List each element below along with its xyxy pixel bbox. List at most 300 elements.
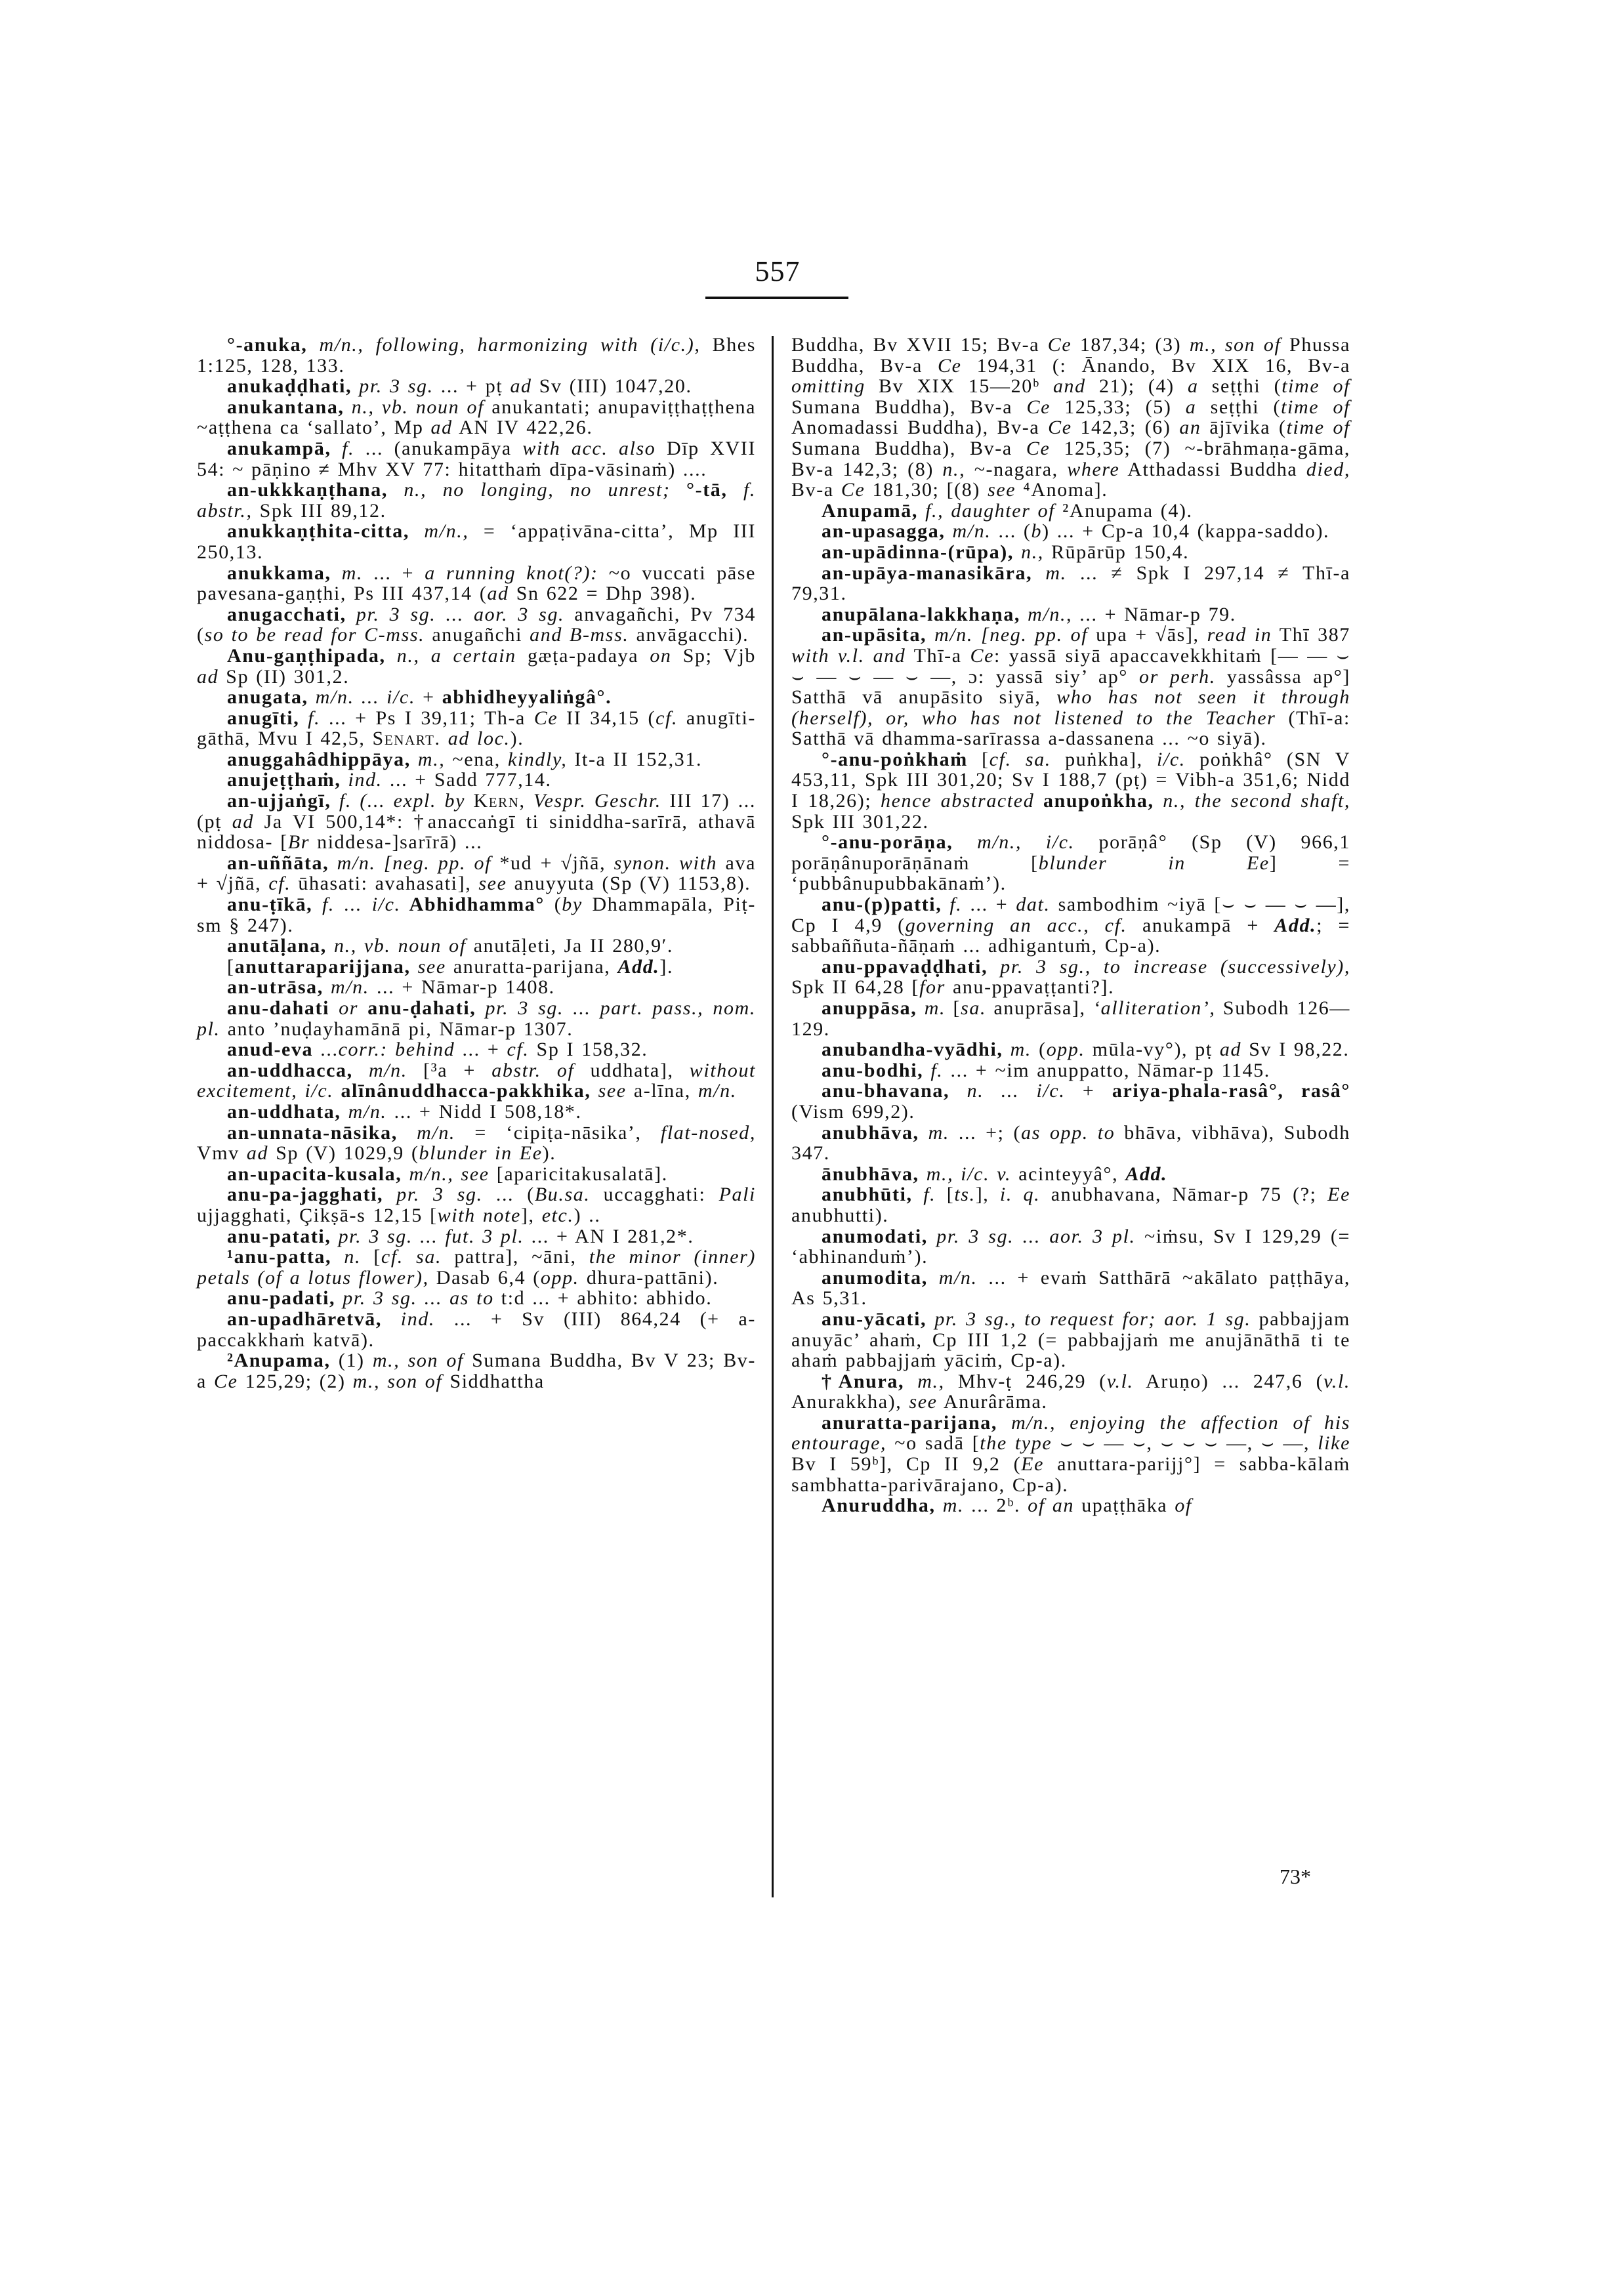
dictionary-entry: [197, 1039, 756, 1060]
italic-text: n., vb. noun of: [326, 935, 467, 957]
headword: Anupamā,: [822, 499, 919, 522]
italic-text: blunder in Ee: [1038, 852, 1270, 874]
italic-text: see: [591, 1080, 627, 1102]
italic-text: Pali: [718, 1184, 756, 1206]
text: II 34,15 (: [558, 707, 656, 729]
dictionary-entry: [197, 957, 756, 978]
headword: anu-(p)patti,: [822, 894, 942, 916]
headword: ānubhāva,: [822, 1163, 919, 1185]
dictionary-entry: [197, 438, 756, 480]
text: ⌣ ⌣ — ⌣, ⌣ ⌣ ⌣ —, ⌣ —,: [1052, 1432, 1318, 1455]
italic-text: pr. 3 sg., to increase (successively),: [988, 955, 1350, 978]
dictionary-entry: [197, 563, 756, 604]
italic-text: m., son of: [372, 1350, 464, 1372]
bold-italic-text: Add.: [1125, 1163, 1168, 1185]
headword: an-uññāta,: [227, 852, 329, 874]
bold-italic-text: Add.: [617, 955, 660, 978]
text: ) ... + Cp-a 10,4 (kappa-saddo).: [1042, 520, 1330, 543]
text: [: [967, 748, 989, 770]
dictionary-entry: [197, 1164, 756, 1185]
italic-text: with acc. also: [522, 437, 656, 459]
text: dhura-pattāni).: [579, 1266, 719, 1289]
text: ~iṁsu, Sv I 129,29 (= ‘abhinanduṁ’).: [791, 1225, 1350, 1268]
italic-text: ad loc.: [440, 728, 510, 750]
italic-text: time of: [1281, 396, 1351, 418]
headword: anuratta-parijana,: [822, 1411, 997, 1434]
headword: an-upasagga,: [822, 520, 946, 543]
italic-text: Ce: [841, 479, 865, 501]
text: Dhammapāla, Piṭ-sm § 247).: [197, 894, 756, 936]
italic-text: of an: [1028, 1495, 1075, 1517]
dictionary-entry: [197, 853, 756, 894]
text: Sp I 158,32.: [529, 1039, 648, 1061]
headword: °-anu-porāṇa,: [822, 831, 953, 854]
text: anu-ppavaṭṭanti?].: [945, 976, 1115, 999]
text: ujjagghati, Çikṣā-s 12,15 [: [197, 1204, 438, 1226]
italic-text: opp.: [540, 1266, 579, 1289]
italic-text: v.l.: [1106, 1370, 1134, 1392]
text: Sp (II) 301,2.: [219, 665, 350, 688]
italic-text: i. q.: [999, 1184, 1041, 1206]
text: ... + Nidd I 508,18*.: [386, 1100, 582, 1123]
text: Spk III 301,22.: [791, 810, 929, 833]
text: It-a II 152,31.: [567, 748, 703, 770]
text: Dīp XVII 54: ~ pāṇino ≠ Mhv XV 77: hitatthaṁ dīpa-vāsinaṁ) ....: [197, 437, 756, 480]
text: anvagañchi, Pv 734 (: [197, 603, 756, 646]
dictionary-entry: [197, 480, 756, 521]
headword: anukampā,: [227, 437, 331, 459]
italic-text: m., son of: [1189, 334, 1281, 356]
text: ... (: [991, 520, 1031, 543]
italic-text: ad: [246, 1142, 269, 1165]
italic-text: ad: [510, 375, 532, 398]
column-divider: [772, 336, 774, 1897]
dictionary-entry: [197, 397, 756, 438]
italic-text: v.l.: [1323, 1370, 1350, 1392]
text: Aruṇo) ... 247,6 (: [1133, 1370, 1324, 1392]
text: ... (anukampāya: [354, 437, 523, 459]
text: ... + Sv (III) 864,24 (+ a-paccakkhaṁ katvā).: [197, 1308, 756, 1351]
italic-text: m/n.: [927, 1266, 978, 1289]
dictionary-entry: [197, 604, 756, 646]
dictionary-entry: [197, 1102, 756, 1123]
text: [: [946, 997, 961, 1019]
text: puṅkha],: [1051, 748, 1157, 770]
italic-text: m/n., enjoying the affection of his entourage,: [791, 1411, 1350, 1455]
text: 125,33; (5): [1051, 396, 1186, 418]
italic-text: m.,: [410, 748, 446, 770]
italic-text: Ce: [1026, 396, 1051, 418]
italic-text: died,: [1306, 458, 1350, 480]
headword: anumodati,: [822, 1225, 928, 1247]
text: ].: [659, 955, 674, 978]
text: porāṇâ° (Sp (V) 966,1 porāṇânuporāṇānaṁ [: [791, 831, 1351, 874]
italic-text: m/n.: [352, 1059, 407, 1081]
headword: anuggahâdhippāya,: [227, 748, 411, 770]
headword: anukkaṇṭhita-citta,: [227, 520, 409, 543]
italic-text: abstr. of: [491, 1059, 575, 1081]
text: ... + Ps I 39,11; Th-a: [320, 707, 534, 729]
italic-text: ad: [232, 810, 254, 833]
headword: an-upāya-manasikāra,: [822, 562, 1033, 584]
italic-text: for: [919, 976, 946, 999]
headword: an-uddhata,: [227, 1100, 341, 1123]
headword: anu-dahati: [227, 997, 330, 1019]
headword: °-anu-poṅkhaṁ: [822, 748, 968, 770]
italic-text: a running knot(?):: [425, 562, 598, 584]
italic-text: or perh.: [1139, 665, 1216, 688]
italic-text: see: [988, 479, 1016, 501]
text: : yassā siyā apaccavekkhitaṁ [— — ⌣ ⌣ — ⌣ — ⌣ —, ɔ: yassā siy’ ap°: [791, 644, 1350, 688]
italic-text: Ce: [970, 644, 994, 667]
text: yassâssa ap°] Satthā vā anupāsito siyā,: [791, 665, 1350, 709]
dictionary-entry: [197, 687, 756, 708]
text: Spk II 64,28 [: [791, 976, 920, 999]
text: (1): [330, 1350, 373, 1372]
text: Sumana Buddha), Bv-a: [791, 437, 1026, 459]
signature-mark: 73*: [1280, 1865, 1311, 1888]
italic-text: sa.: [961, 997, 987, 1019]
headword: anukantana,: [227, 396, 344, 418]
text: uccagghati:: [590, 1184, 719, 1206]
italic-text: m/n.: [397, 1121, 456, 1144]
italic-text: m/n.: [323, 976, 369, 999]
text: mūla-vy°), pṭ: [1085, 1039, 1220, 1061]
headword: anugata,: [227, 686, 308, 709]
text: ~o sadā [: [886, 1432, 980, 1455]
text: gæṭa-padaya: [516, 644, 650, 667]
italic-text: pr. 3 sg. ... as to: [335, 1287, 494, 1310]
headword: anutāḷana,: [227, 935, 327, 957]
headword: Abhidhamma°: [400, 894, 545, 916]
italic-text: omitting: [791, 375, 865, 398]
text: anuratta-parijana,: [446, 955, 618, 978]
text: ... +: [455, 1039, 507, 1061]
headword: ariya-phala-rasâ°, rasâ°: [1112, 1080, 1350, 1102]
text: Mhv-ṭ 246,29 (: [944, 1370, 1107, 1392]
headword: anu-yācati,: [822, 1308, 927, 1330]
text: anukampā +: [1127, 914, 1275, 936]
text: Subodh 126—129.: [791, 997, 1350, 1040]
text: ājīvika (: [1201, 417, 1287, 439]
text: [: [227, 955, 235, 978]
italic-text: n., a certain: [385, 644, 516, 667]
italic-text: i/c.: [1157, 748, 1186, 770]
text: Siddhattha: [442, 1370, 545, 1392]
dictionary-entry: [791, 521, 1350, 542]
text: = ‘appaṭivāna-citta’, Mp III 250,13.: [197, 520, 756, 563]
italic-text: with v.l. and: [791, 644, 906, 667]
italic-text: m/n.: [697, 1080, 737, 1102]
italic-text: the minor (inner) petals (of a lotus flower),: [197, 1246, 756, 1289]
dictionary-entry: [791, 957, 1350, 998]
dictionary-entry-continuation: [791, 335, 1350, 501]
italic-text: n., vb. noun of: [344, 396, 485, 418]
italic-text: m., son of: [352, 1370, 443, 1392]
text: ... +; (: [949, 1121, 1022, 1144]
text: (: [1031, 1039, 1047, 1061]
text: *ud + √jñā,: [491, 852, 614, 874]
italic-text: n., the second shaft,: [1154, 790, 1350, 812]
text: Dasab 6,4 (: [428, 1266, 541, 1289]
text: ~ena,: [445, 748, 508, 770]
text: anukantati; anupaviṭṭhaṭṭhena ~aṭṭhena ca ‘sallato’, Mp: [197, 396, 756, 439]
text: anvāgacchi).: [629, 624, 749, 646]
italic-text: opp.: [1046, 1039, 1085, 1061]
italic-text: or: [329, 997, 359, 1019]
text: 181,30; [(8): [865, 479, 988, 501]
italic-text: f. ... i/c.: [312, 894, 401, 916]
dictionary-entry: [791, 604, 1350, 625]
text: AN IV 422,26.: [452, 417, 593, 439]
italic-text: see: [478, 873, 507, 895]
italic-text: see: [909, 1391, 938, 1413]
dictionary-entry: [791, 832, 1350, 894]
text: Bhes 1:125, 128, 133.: [197, 334, 756, 377]
text: ... +: [962, 894, 1016, 916]
text: anuttara-parijj°] = sabba-kālaṁ sambhatta-parivārajano, Cp-a).: [791, 1453, 1350, 1496]
italic-text: pr. 3 sg. ... part. pass., nom. pl.: [197, 997, 756, 1040]
text: anuyyuta (Sp (V) 1153,8).: [507, 873, 751, 895]
text: seṭṭhi (: [1198, 375, 1282, 398]
italic-text: who has not seen it through (herself), or, who has not listened to the Teacher: [791, 686, 1351, 729]
italic-text: pr. 3 sg. ... aor. 3 sg.: [346, 603, 565, 625]
dictionary-entry: [791, 1060, 1350, 1081]
headword: anugacchati,: [227, 603, 346, 625]
text: ... + evaṁ Satthārā ~akālato paṭṭhāya, As 5,31.: [791, 1266, 1351, 1310]
italic-text: on: [650, 644, 672, 667]
italic-text: Ce: [1047, 334, 1072, 356]
headword: an-ujjaṅgī,: [227, 790, 331, 812]
text: ~o vuccati pāse pavesana-gaṇṭhi, Ps III 437,14 (: [197, 562, 756, 605]
headword: anubhūti,: [822, 1184, 913, 1206]
dictionary-entry: [791, 1495, 1350, 1516]
text: uddhata],: [574, 1059, 690, 1081]
text: Phussa Buddha, Bv-a: [791, 334, 1350, 377]
italic-text: see: [410, 955, 446, 978]
text: t:d ... + abhito: abhido.: [493, 1287, 713, 1310]
italic-text: Vespr. Geschr.: [525, 790, 661, 812]
text: +: [1065, 1080, 1112, 1102]
headword: anukkama,: [227, 562, 331, 584]
dictionary-entry: [791, 1039, 1350, 1060]
italic-text: m.: [935, 1495, 965, 1517]
italic-text: f.: [923, 1059, 944, 1081]
headword: anupoṅkha,: [1034, 790, 1154, 812]
dictionary-entry: [791, 501, 1350, 522]
headword: anujeṭṭhaṁ,: [227, 769, 341, 791]
text: anubhavana, Nāmar-p 75 (?;: [1040, 1184, 1328, 1206]
text: [: [361, 1246, 381, 1268]
text: (Thī-a: Satthā vā dhamma-sarīrassa a-dassanena ... ~o siyā).: [791, 707, 1350, 750]
italic-text: and B-mss.: [530, 624, 629, 646]
headword: anu-padati,: [227, 1287, 336, 1310]
headword: anu-ṭīkā,: [227, 894, 313, 916]
text: Anomadassi Buddha), Bv-a: [791, 417, 1049, 439]
headword: an-upadhāretvā,: [227, 1308, 382, 1330]
dictionary-entry: [197, 791, 756, 853]
headword: anu-pa-jagghati,: [227, 1184, 384, 1206]
italic-text: m/n. ... i/c.: [308, 686, 416, 709]
italic-text: cf. sa.: [989, 748, 1051, 770]
dictionary-entry: [197, 1060, 756, 1102]
text: ... + AN I 281,2*.: [524, 1225, 694, 1247]
headword: an-utrāsa,: [227, 976, 323, 999]
text: ... + Sadd 777,14.: [382, 769, 552, 791]
italic-text: m/n.,: [409, 520, 469, 543]
italic-text: Ce: [937, 354, 962, 377]
italic-text: where: [1067, 458, 1120, 480]
italic-text: a: [1187, 375, 1199, 398]
italic-text: Ce: [1048, 417, 1072, 439]
headword: an-upāsita,: [822, 624, 927, 646]
dictionary-entry: [197, 1226, 756, 1247]
headword: ¹anu-patta,: [227, 1246, 332, 1268]
italic-text: hence abstracted: [881, 790, 1035, 812]
small-caps-name: Senart.: [372, 728, 441, 750]
text: ],: [520, 1204, 542, 1226]
dictionary-entry: [791, 542, 1350, 563]
text: bhāva, vibhāva), Subodh 347.: [791, 1121, 1350, 1165]
headword: an-unnata-nāsika,: [227, 1121, 398, 1144]
dictionary-entry: [197, 376, 756, 397]
text: = ‘cipiṭa-nāsika’,: [455, 1121, 661, 1144]
dictionary-entry: [197, 646, 756, 687]
text: (: [545, 894, 562, 916]
italic-text: m.: [917, 997, 946, 1019]
italic-text: m/n.,: [1020, 603, 1073, 625]
dictionary-entry: [791, 563, 1350, 604]
text: anto ’nuḍayhamānā pi, Nāmar-p 1307.: [220, 1018, 573, 1040]
dictionary-entry: [791, 1164, 1350, 1185]
italic-text: f.: [299, 707, 321, 729]
italic-text: dat.: [1016, 894, 1051, 916]
italic-text: m., i/c. v.: [919, 1163, 1012, 1185]
italic-text: a: [1185, 396, 1197, 418]
dictionary-entry: [791, 1184, 1350, 1226]
italic-text: as opp. to: [1021, 1121, 1115, 1144]
bold-italic-text: Add.: [1274, 914, 1317, 936]
text: Sumana Buddha), Bv-a: [791, 396, 1027, 418]
italic-text: f.: [912, 1184, 936, 1206]
italic-text: f. abstr.,: [197, 479, 757, 522]
italic-text: m/n., following, harmonizing with (i/c.),: [307, 334, 701, 356]
text: anugañchi: [425, 624, 530, 646]
text: ²Anupama (4).: [1055, 499, 1193, 522]
headword: °-anuka,: [227, 334, 308, 356]
text: 194,31 (: Ānando, Bv XIX 16, Bv-a: [961, 354, 1350, 377]
italic-text: so to be read for C-mss.: [204, 624, 425, 646]
text: [³a +: [407, 1059, 492, 1081]
italic-text: pr. 3 sg.: [352, 375, 434, 398]
text: pabbajjam anuyāc’ ahaṁ, Cp III 1,2 (= pabbajjaṁ me anujānāthā ti te ahaṁ pabbajjaṁ yāciṁ, Cp-a).: [791, 1308, 1350, 1372]
headword: anukaḍḍhati,: [227, 375, 352, 398]
text: sambodhim ~iyā [⌣ ⌣ — ⌣ —], Cp I 4,9 (: [791, 894, 1350, 936]
text: Ja VI 500,14*: †anaccaṅgī ti siniddha-sarīrā, athavā niddosa- [: [197, 810, 756, 854]
text: 142,3; (6): [1072, 417, 1180, 439]
headword: Anu-gaṇṭhipada,: [227, 644, 386, 667]
text: Anurakkha),: [791, 1391, 909, 1413]
dictionary-entry: [197, 1288, 756, 1309]
headword: anuttaraparijjana,: [234, 955, 411, 978]
italic-text: m.: [1032, 562, 1067, 584]
italic-text: ad: [197, 665, 219, 688]
text: Bv-a: [791, 479, 841, 501]
dictionary-entry: [197, 708, 756, 749]
italic-text: the type: [980, 1432, 1052, 1455]
text: ; = sabbaññuta-ñāṇaṁ ... adhigantuṁ, Cp-a).: [791, 914, 1351, 957]
italic-text: m/n. [neg. pp. of: [927, 624, 1089, 646]
italic-text: synon. with: [614, 852, 718, 874]
italic-text: ‘alliteration’,: [1093, 997, 1216, 1019]
italic-text: ind.: [382, 1308, 436, 1330]
text: ava + √jñā,: [197, 852, 756, 895]
italic-text: Bu.sa.: [534, 1184, 591, 1206]
dictionary-entry: [197, 894, 756, 936]
italic-text: of: [1175, 1495, 1192, 1517]
italic-text: f. (... expl. by: [331, 790, 466, 812]
italic-text: pr. 3 sg. ... aor. 3 pl.: [927, 1225, 1136, 1247]
italic-text: kindly,: [507, 748, 568, 770]
italic-text: Ee: [1021, 1453, 1045, 1476]
text: ).: [542, 1142, 556, 1165]
italic-text: f.: [331, 437, 355, 459]
italic-text: Ce: [533, 707, 558, 729]
italic-text: m.: [919, 1121, 949, 1144]
text: ],: [975, 1184, 1000, 1206]
text: 125,29; (2): [238, 1370, 353, 1392]
dictionary-entry: [197, 335, 756, 376]
italic-text: etc.: [541, 1204, 574, 1226]
text: [aparicitakusalatā].: [489, 1163, 668, 1185]
italic-text: m/n.: [341, 1100, 387, 1123]
italic-text: governing an acc., cf.: [905, 914, 1127, 936]
dictionary-entry: [791, 998, 1350, 1039]
italic-text: cf.: [507, 1039, 530, 1061]
text: Sp; Vjb: [671, 644, 756, 667]
dictionary-entry: [197, 521, 756, 562]
text: Anurârāma.: [937, 1391, 1048, 1413]
italic-text: cf.: [268, 873, 291, 895]
italic-text: m.,: [904, 1370, 945, 1392]
headword: Anuruddha,: [822, 1495, 936, 1517]
italic-text: m/n., see: [402, 1163, 489, 1185]
text: 21); (4): [1085, 375, 1188, 398]
text: ūhasati: avahasati],: [291, 873, 479, 895]
text: ... + Nāmar-p 1408.: [369, 976, 555, 999]
dictionary-entry: [197, 936, 756, 957]
italic-text: m.: [1003, 1039, 1031, 1061]
dictionary-entry: [197, 1350, 756, 1392]
headword: anu-ppavaḍḍhati,: [822, 955, 988, 978]
headword: an-upacita-kusala,: [227, 1163, 402, 1185]
italic-text: ad: [430, 417, 453, 439]
text: ... 2ᵇ.: [964, 1495, 1028, 1517]
text: 125,35; (7) ~-brāhmaṇa-gāma, Bv-a 142,3; (8): [791, 437, 1350, 480]
headword: anu-bodhi,: [822, 1059, 924, 1081]
italic-text: f.: [942, 894, 963, 916]
dictionary-entry: [791, 1123, 1350, 1164]
page-number: 557: [755, 255, 801, 287]
text: anubhutti).: [791, 1204, 889, 1226]
headword: anubhāva,: [822, 1121, 919, 1144]
text: ... + ~im anuppatto, Nāmar-p 1145.: [943, 1059, 1270, 1081]
text: Vmv: [197, 1142, 247, 1165]
headword: †Anura,: [822, 1370, 905, 1392]
headword: anupālana-lakkhaṇa,: [822, 603, 1021, 625]
italic-text: b: [1031, 520, 1043, 543]
text: upa + √ās],: [1088, 624, 1207, 646]
